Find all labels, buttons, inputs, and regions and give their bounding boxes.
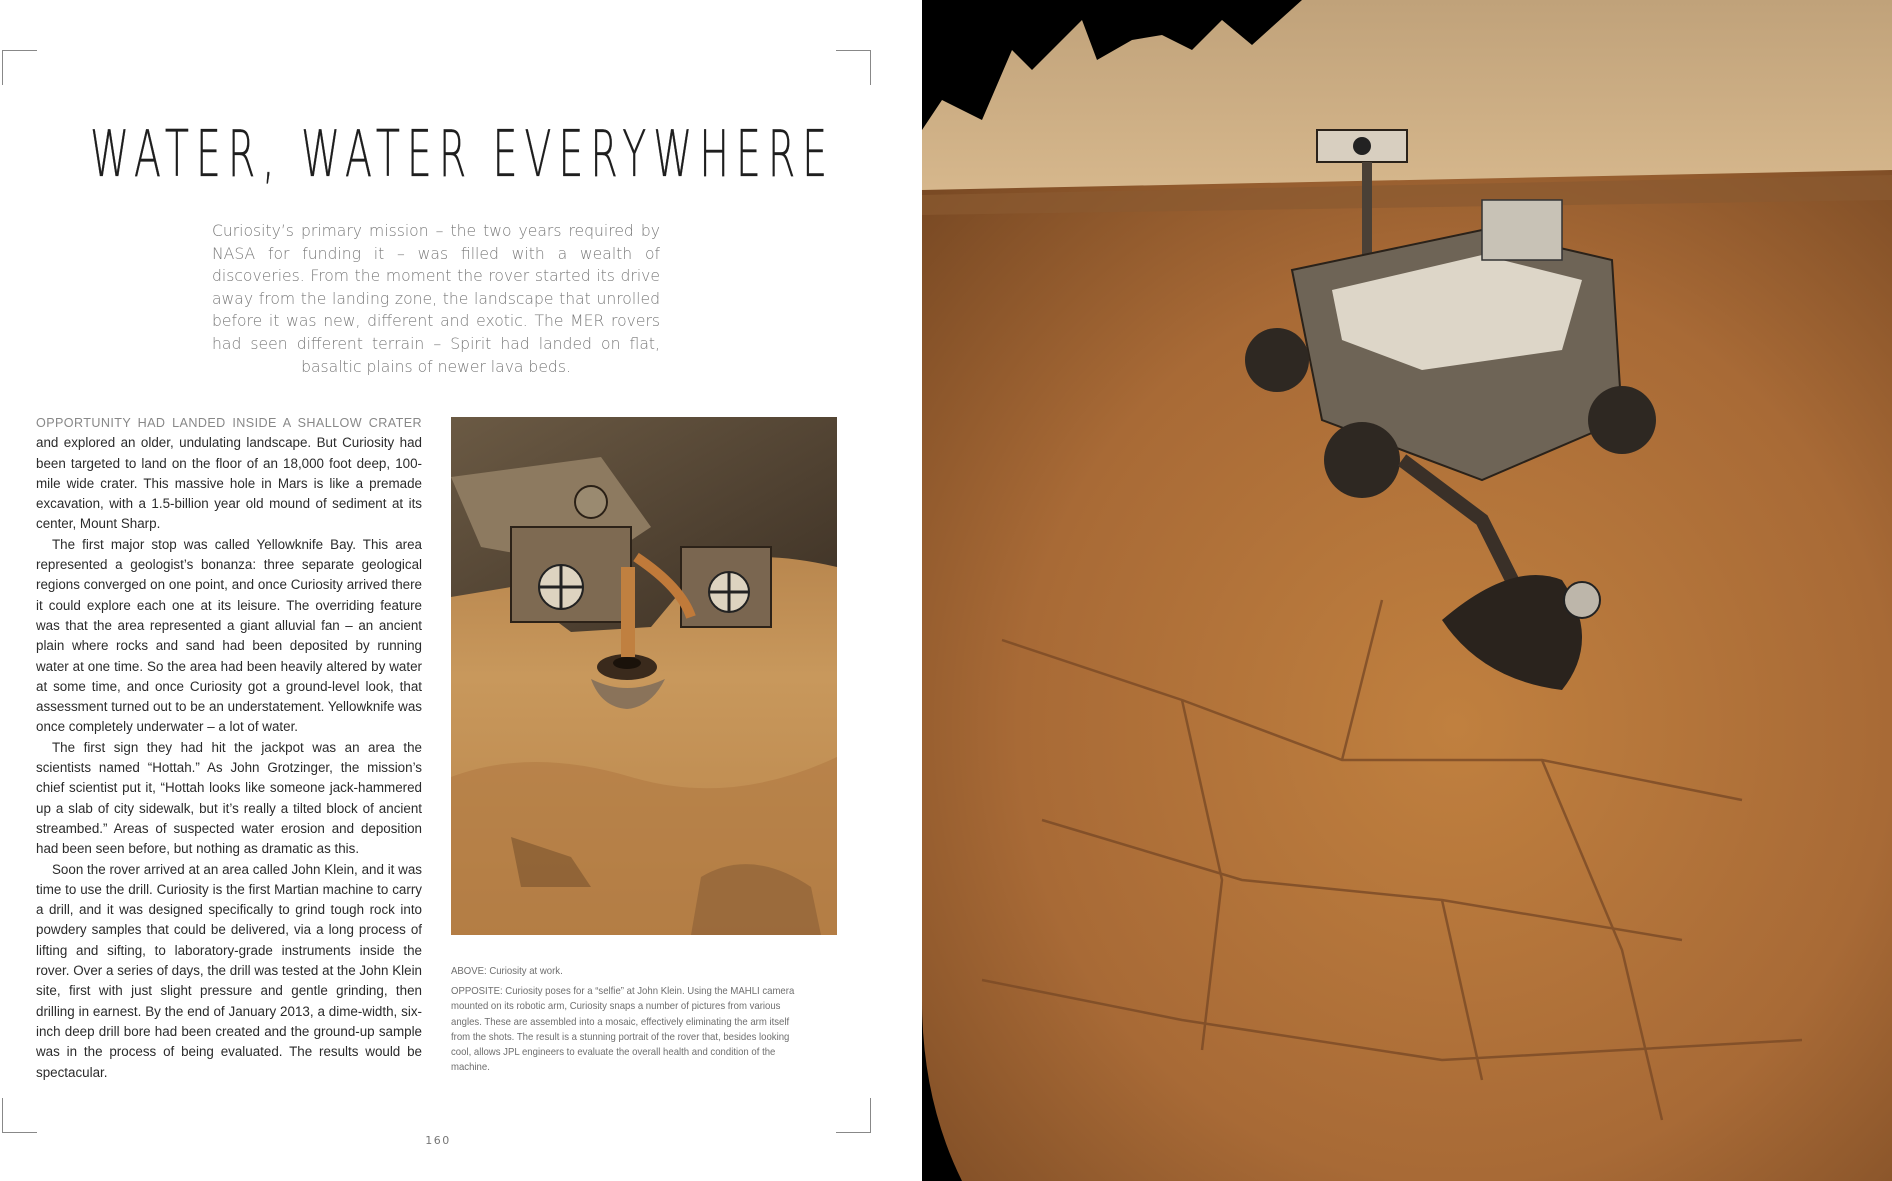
- lead-caps: OPPORTUNITY HAD LANDED INSIDE A SHALLOW CRATER: [36, 416, 422, 430]
- body-paragraph-3: The first sign they had hit the jackpot was an area the scientists named “Hottah.” As John Grotzinger, the mission’s chief scientist put it, “Hottah looks like someone jack-hammered up a slab of city sidewalk, but it’s really a tilted block of ancient streambed.” Areas of suspected water erosion and deposition had been seen before, but nothing as dramatic as this.: [36, 739, 422, 857]
- body-paragraph-4: Soon the rover arrived at an area called John Klein, and it was time to use the drill. Curiosity is the first Martian machine to carry a drill, and it was designed specifically to grind tough rock into powdery samples that could be delivered, via a long process of lifting and sifting, to laboratory-grade instruments inside the rover. Over a series of days, the drill was tested at the John Klein site, first with just slight pressure and gentle grinding, then drilling in earnest. By the end of January 2013, a dime-width, six-inch deep drill bore had been created and the ground-up sample was in the process of being evaluated. The results would be spectacular.: [36, 861, 422, 1080]
- caption-opposite: OPPOSITE: Curiosity poses for a “selfie” at John Klein. Using the MAHLI camera mounted on its robotic arm, Curiosity snaps a number of pictures from various angles. These are assembled into a mosaic, effectively eliminating the arm itself from the shots. The result is a stunning portrait of the rover that, besides looking cool, allows JPL engineers to evaluate the overall health and condition of the machine.: [451, 986, 795, 1074]
- body-text: [36, 413, 422, 1083]
- crop-mark-top-left: [2, 50, 37, 85]
- body-paragraph-1: [36, 413, 422, 535]
- crop-mark-bottom-left: [2, 1098, 37, 1133]
- rover-selfie-photo: [922, 0, 1892, 1181]
- page-title: WATER, WATER EVERYWHERE: [90, 118, 835, 192]
- right-page: [922, 0, 1892, 1181]
- body-paragraph-1-text: and explored an older, undulating landscape. But Curiosity had been targeted to land on the floor of an 18,000 foot deep, 100-mile wide crater. This massive hole in Mars is like a premade excavation, with a 1.5-billion year old mound of sediment at its center, Mount Sharp.: [36, 435, 422, 532]
- caption-above: ABOVE: Curiosity at work.: [451, 966, 563, 977]
- drill-photo-illustration: [451, 417, 837, 935]
- drill-photo: [451, 417, 837, 935]
- page-number: 160: [425, 1134, 451, 1147]
- body-paragraph-2: The first major stop was called Yellowknife Bay. This area represented a geologist’s bonanza: three separate geological regions converged on one point, and once Curiosity arrived there it could explore each one at its leisure. The overriding feature was that the area represented a giant alluvial fan – an ancient plain where rocks and sand had been deposited by running water at one time. So the area had been heavily altered by water at some time, and once Curiosity got a ground-level look, that assessment turned out to be an understatement. Yellowknife was once completely underwater – a lot of water.: [36, 536, 422, 735]
- photo-caption: [451, 964, 806, 1080]
- crop-mark-top-right: [836, 50, 871, 85]
- crop-mark-bottom-right: [836, 1098, 871, 1133]
- left-page: [0, 0, 922, 1181]
- intro-paragraph: Curiosity’s primary mission – the two years required by NASA for funding it – was filled with a wealth of discoveries. From the moment the rover started its drive away from the landing zone, the landscape that unrolled before it was new, different and exotic. The MER rovers had seen different terrain – Spirit had landed on flat, basaltic plains of newer lava beds.: [212, 222, 660, 376]
